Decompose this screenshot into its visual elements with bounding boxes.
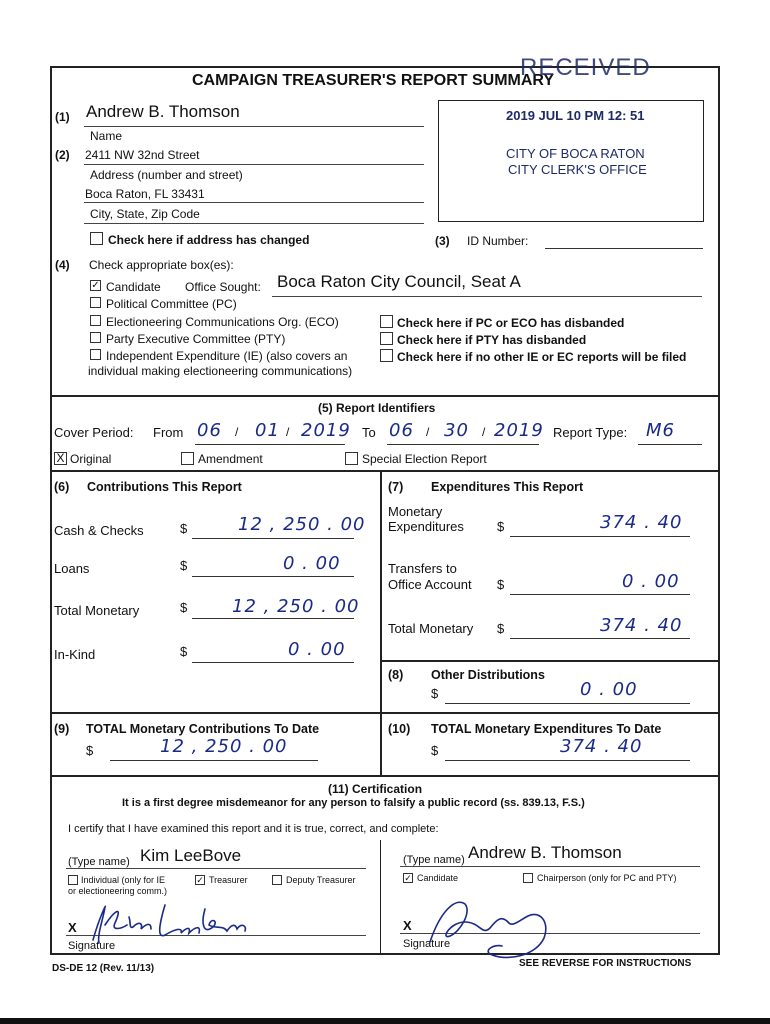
deputy-treasurer-label: Deputy Treasurer bbox=[286, 875, 356, 885]
received-stamp: RECEIVED bbox=[520, 54, 651, 81]
in-kind-label: In-Kind bbox=[54, 647, 96, 662]
cash-checks-value[interactable]: 12 , 250 . 00 bbox=[238, 514, 366, 535]
total-exp-to-date-header: TOTAL Monetary Expenditures To Date bbox=[431, 722, 662, 736]
deputy-treasurer-checkbox[interactable] bbox=[272, 875, 282, 885]
total-exp-to-date-value[interactable]: 374 . 40 bbox=[560, 736, 643, 757]
pc-disbanded-label: Check here if PC or ECO has disbanded bbox=[397, 316, 625, 330]
to-month[interactable]: 06 bbox=[389, 420, 414, 441]
right-signature-x: X bbox=[403, 918, 412, 933]
treasurer-name[interactable]: Kim LeeBove bbox=[140, 846, 242, 865]
other-distributions-header: Other Distributions bbox=[431, 668, 545, 682]
right-type-name-label: (Type name) bbox=[403, 854, 465, 866]
ie-label-cont: individual making electioneering communications) bbox=[88, 364, 353, 378]
ie-checkbox[interactable] bbox=[90, 349, 101, 360]
pty-checkbox[interactable] bbox=[90, 332, 101, 343]
report-type-value[interactable]: M6 bbox=[646, 420, 675, 441]
from-slash-2: / bbox=[286, 425, 290, 439]
treasurer-label: Treasurer bbox=[209, 875, 248, 885]
city-value[interactable]: Boca Raton, FL 33431 bbox=[85, 187, 205, 201]
in-kind-currency: $ bbox=[180, 644, 188, 659]
section3-number: (3) bbox=[435, 234, 450, 248]
monetary-expenditures-label-2: Expenditures bbox=[388, 519, 464, 534]
cover-period-label: Cover Period: bbox=[54, 425, 134, 440]
candidate-signature[interactable] bbox=[410, 892, 570, 964]
id-number-label: ID Number: bbox=[467, 234, 529, 248]
reverse-instructions-note: SEE REVERSE FOR INSTRUCTIONS bbox=[519, 958, 692, 969]
pc-checkbox[interactable] bbox=[90, 297, 101, 308]
contributions-header: Contributions This Report bbox=[87, 480, 242, 494]
cert-candidate-checkbox[interactable]: ✓ bbox=[404, 873, 412, 883]
individual-checkbox[interactable] bbox=[68, 875, 78, 885]
report-type-label: Report Type: bbox=[553, 425, 628, 440]
check-boxes-label: Check appropriate box(es): bbox=[89, 258, 234, 272]
expenditures-header: Expenditures This Report bbox=[431, 480, 584, 494]
left-signature-label: Signature bbox=[68, 940, 116, 952]
no-other-checkbox[interactable] bbox=[380, 349, 393, 362]
from-month[interactable]: 06 bbox=[197, 420, 222, 441]
pc-disbanded-checkbox[interactable] bbox=[380, 315, 393, 328]
from-day[interactable]: 01 bbox=[255, 420, 280, 441]
special-election-label: Special Election Report bbox=[362, 452, 487, 466]
ie-label: Independent Expenditure (IE) (also covers an bbox=[106, 349, 348, 363]
report-identifiers-header: (5) Report Identifiers bbox=[318, 401, 436, 415]
amendment-checkbox[interactable] bbox=[181, 452, 194, 465]
to-slash-2: / bbox=[482, 425, 486, 439]
address-value[interactable]: 2411 NW 32nd Street bbox=[85, 148, 200, 162]
pty-disbanded-checkbox[interactable] bbox=[380, 332, 393, 345]
city-label: City, State, Zip Code bbox=[90, 207, 200, 221]
transfers-value[interactable]: 0 . 00 bbox=[622, 571, 680, 592]
misdemeanor-warning: It is a first degree misdemeanor for any person to falsify a public record (ss. 839.13, F.S.) bbox=[122, 797, 585, 809]
to-label: To bbox=[362, 425, 376, 440]
candidate-label: Candidate bbox=[106, 280, 161, 294]
original-label: Original bbox=[70, 452, 112, 466]
from-label: From bbox=[153, 425, 184, 440]
special-election-checkbox[interactable] bbox=[345, 452, 358, 465]
loans-label: Loans bbox=[54, 561, 90, 576]
to-year[interactable]: 2019 bbox=[494, 420, 544, 441]
section10-number: (10) bbox=[388, 722, 411, 736]
pty-label: Party Executive Committee (PTY) bbox=[106, 332, 286, 346]
eco-checkbox[interactable] bbox=[90, 315, 101, 326]
loans-value[interactable]: 0 . 00 bbox=[283, 553, 341, 574]
in-kind-value[interactable]: 0 . 00 bbox=[288, 639, 346, 660]
transfers-label: Transfers to bbox=[388, 561, 457, 576]
chairperson-label: Chairperson (only for PC and PTY) bbox=[537, 873, 677, 883]
cert-candidate-label: Candidate bbox=[417, 873, 459, 883]
total-exp-to-date-currency: $ bbox=[431, 743, 439, 758]
transfers-label-2: Office Account bbox=[388, 577, 472, 592]
stamp-city: CITY OF BOCA RATON bbox=[506, 146, 645, 161]
individual-label-cont: or electioneering comm.) bbox=[68, 886, 168, 896]
candidate-checkbox[interactable]: ✓ bbox=[91, 280, 100, 291]
monetary-expenditures-label: Monetary bbox=[388, 504, 443, 519]
treasurer-signature[interactable] bbox=[85, 895, 265, 955]
section6-number: (6) bbox=[54, 480, 70, 494]
total-monetary-contrib-value[interactable]: 12 , 250 . 00 bbox=[232, 596, 360, 617]
total-monetary-exp-value[interactable]: 374 . 40 bbox=[600, 615, 683, 636]
cash-currency: $ bbox=[180, 521, 188, 536]
certification-header: (11) Certification bbox=[328, 782, 423, 796]
to-slash-1: / bbox=[426, 425, 430, 439]
name-label: Name bbox=[90, 129, 123, 143]
monetary-exp-currency: $ bbox=[497, 519, 505, 534]
total-contrib-to-date-value[interactable]: 12 , 250 . 00 bbox=[160, 736, 288, 757]
loans-currency: $ bbox=[180, 558, 188, 573]
candidate-name[interactable]: Andrew B. Thomson bbox=[86, 102, 240, 121]
section2-number: (2) bbox=[55, 148, 70, 162]
address-changed-label: Check here if address has changed bbox=[108, 233, 310, 247]
other-dist-currency: $ bbox=[431, 686, 439, 701]
no-other-label: Check here if no other IE or EC reports will be filed bbox=[397, 350, 687, 364]
certify-statement: I certify that I have examined this report and it is true, correct, and complete: bbox=[68, 823, 439, 835]
section1-number: (1) bbox=[55, 110, 70, 124]
amendment-label: Amendment bbox=[198, 452, 263, 466]
section9-number: (9) bbox=[54, 722, 70, 736]
left-signature-x: X bbox=[68, 920, 77, 935]
right-signature-label: Signature bbox=[403, 938, 451, 950]
total-contrib-currency: $ bbox=[180, 600, 188, 615]
eco-label: Electioneering Communications Org. (ECO) bbox=[106, 315, 339, 329]
section8-number: (8) bbox=[388, 668, 404, 682]
address-changed-checkbox[interactable] bbox=[90, 232, 103, 245]
stamp-clerk: CITY CLERK'S OFFICE bbox=[508, 162, 647, 177]
transfers-currency: $ bbox=[497, 577, 505, 592]
form-title: CAMPAIGN TREASURER'S REPORT SUMMARY bbox=[192, 72, 555, 89]
individual-label: Individual (only for IE bbox=[81, 875, 166, 885]
total-exp-currency: $ bbox=[497, 621, 505, 636]
form-code: DS-DE 12 (Rev. 11/13) bbox=[52, 963, 155, 974]
office-sought-label: Office Sought: bbox=[185, 280, 261, 294]
from-slash-1: / bbox=[235, 425, 239, 439]
cash-checks-label: Cash & Checks bbox=[54, 523, 144, 538]
id-number-field[interactable] bbox=[545, 248, 703, 249]
total-contrib-to-date-header: TOTAL Monetary Contributions To Date bbox=[86, 722, 320, 736]
section7-number: (7) bbox=[388, 480, 404, 494]
from-year[interactable]: 2019 bbox=[301, 420, 351, 441]
candidate-certifier-name[interactable]: Andrew B. Thomson bbox=[468, 843, 622, 862]
pc-label: Political Committee (PC) bbox=[106, 297, 237, 311]
address-label: Address (number and street) bbox=[90, 168, 243, 182]
total-monetary-exp-label: Total Monetary bbox=[388, 621, 474, 636]
treasurer-checkbox[interactable]: ✓ bbox=[196, 875, 204, 885]
section4-number: (4) bbox=[55, 258, 70, 272]
total-monetary-contrib-label: Total Monetary bbox=[54, 603, 140, 618]
stamp-datetime: 2019 JUL 10 PM 12: 51 bbox=[506, 108, 645, 123]
total-contrib-to-date-currency: $ bbox=[86, 743, 94, 758]
other-distributions-value[interactable]: 0 . 00 bbox=[580, 679, 638, 700]
monetary-expenditures-value[interactable]: 374 . 40 bbox=[600, 512, 683, 533]
to-day[interactable]: 30 bbox=[444, 420, 469, 441]
left-type-name-label: (Type name) bbox=[68, 856, 130, 868]
original-checkbox[interactable]: X bbox=[54, 452, 67, 465]
office-sought-value[interactable]: Boca Raton City Council, Seat A bbox=[277, 272, 521, 291]
pty-disbanded-label: Check here if PTY has disbanded bbox=[397, 333, 587, 347]
chairperson-checkbox[interactable] bbox=[523, 873, 533, 883]
scan-edge bbox=[0, 1018, 770, 1024]
